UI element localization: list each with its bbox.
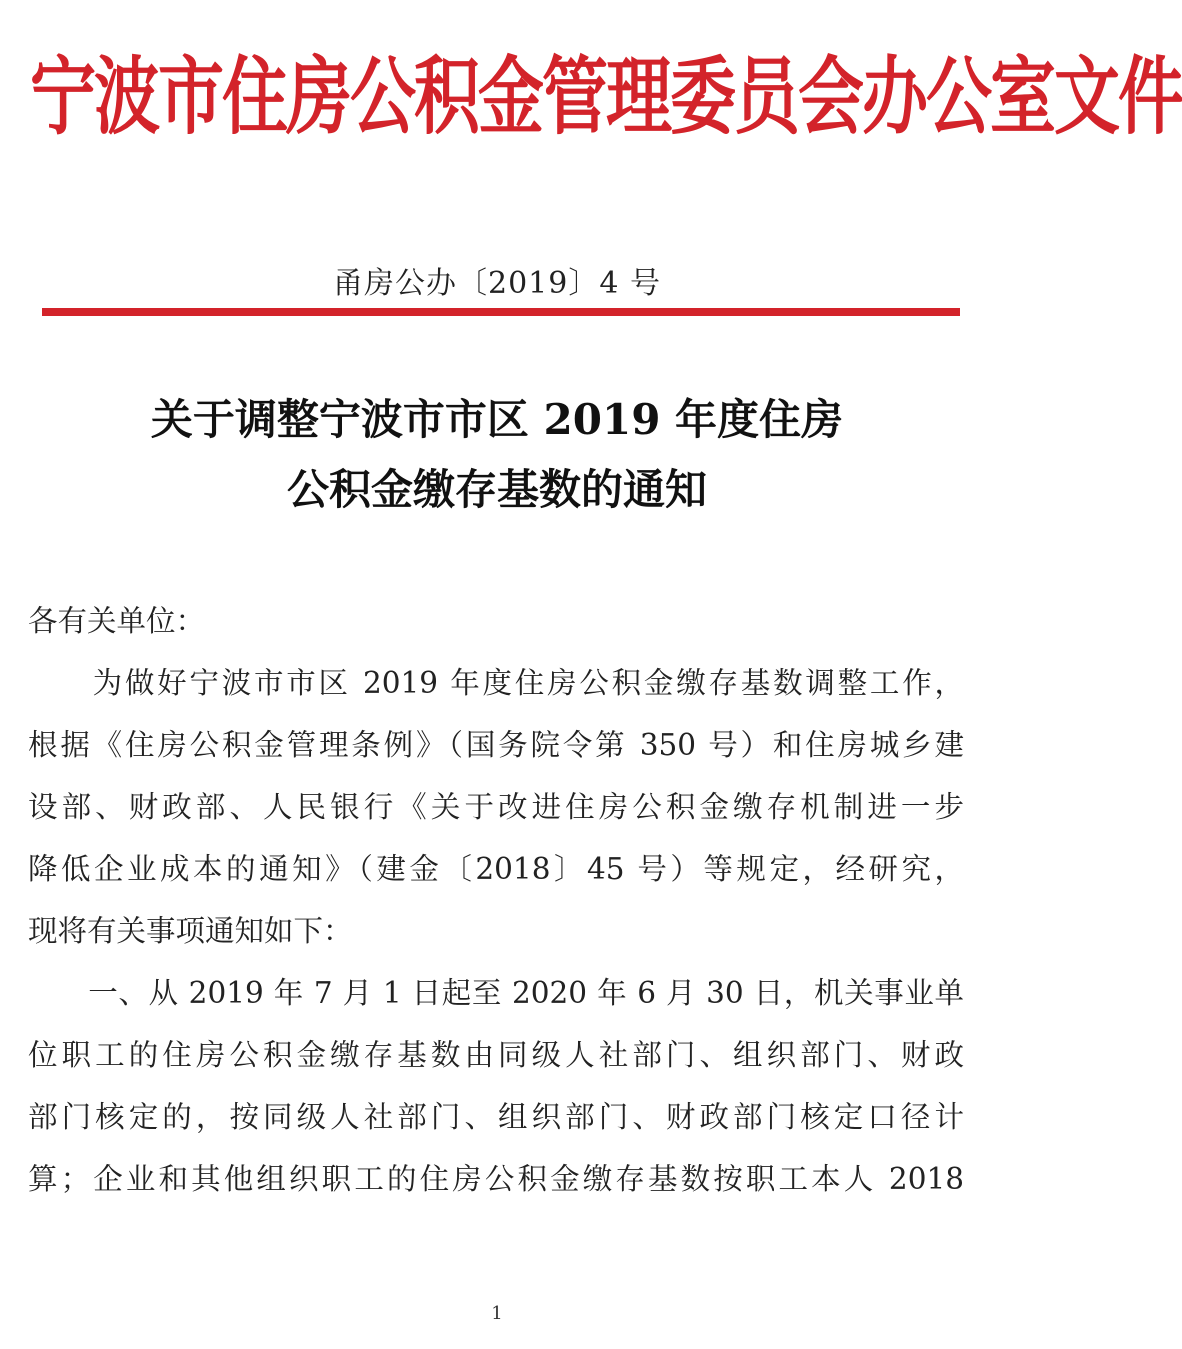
title-line-1: 关于调整宁波市市区 2019 年度住房 [150,395,844,444]
body-line: 算；企业和其他组织职工的住房公积金缴存基数按职工本人 2018 [28,1162,964,1196]
body-line: 现将有关事项通知如下： [28,914,353,948]
red-divider [42,308,960,316]
body-line: 降低企业成本的通知》（建金〔2018〕45 号）等规定，经研究， [28,852,964,886]
page-number: 1 [491,1303,503,1324]
body-line: 设部、财政部、人民银行《关于改进住房公积金缴存机制进一步 [28,790,964,824]
body-line: 一、从 2019 年 7 月 1 日起至 2020 年 6 月 30 日，机关事业单 [28,976,964,1010]
document-body [28,590,964,1210]
body-line: 根据《住房公积金管理条例》（国务院令第 350 号）和住房城乡建 [28,728,964,762]
document-number: 甬房公办〔2019〕4 号 [333,266,661,301]
body-line: 部门核定的，按同级人社部门、组织部门、财政部门核定口径计 [28,1100,964,1134]
body-line: 为做好宁波市市区 2019 年度住房公积金缴存基数调整工作， [28,666,964,700]
document-title [0,385,994,525]
body-line: 位职工的住房公积金缴存基数由同级人社部门、组织部门、财政 [28,1038,964,1072]
title-line-2: 公积金缴存基数的通知 [286,465,707,514]
salutation: 各有关单位： [28,604,206,638]
issuer-header: 宁波市住房公积金管理委员会办公室文件 [30,48,1182,147]
